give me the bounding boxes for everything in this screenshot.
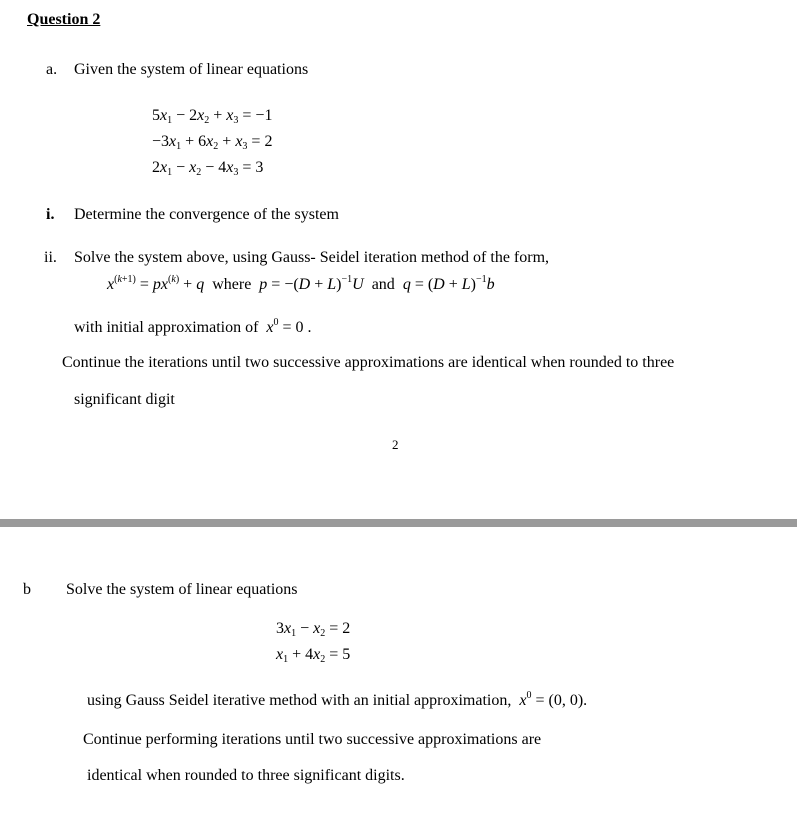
part-b-text: Solve the system of linear equations <box>66 581 298 598</box>
initial-approx-text: with initial approximation of <box>74 319 259 336</box>
part-a-text: Given the system of linear equations <box>74 61 309 78</box>
equation-a2: $-3x_1 + 6x_2 + x_3 = 2$ <box>152 133 273 152</box>
equation-b2: $x_1 + 4x_2 = 5$ <box>276 646 351 665</box>
gauss-seidel-formula: $x^{(k+1)} = px^{(k)} + q$ where $p = -(D + L)^{-1}U$ and $q = (D + L)^{-1}b$ <box>107 274 495 293</box>
continue-b-line2: identical when rounded to three significant digits. <box>87 767 405 784</box>
continue-text-line1: Continue the iterations until two successive approximations are identical when rounded to three <box>62 354 675 371</box>
sub-i-marker: i. <box>46 206 55 223</box>
initial-approx-line: with initial approximation of $x^0 = 0$ . <box>74 317 312 336</box>
part-b-marker: b <box>23 581 31 598</box>
page-number: 2 <box>392 437 399 452</box>
part-a-marker: a. <box>46 61 58 78</box>
question-heading: Question 2 <box>27 11 101 28</box>
equation-a1: $5x_1 - 2x_2 + x_3 = -1$ <box>152 107 273 126</box>
using-line: using Gauss Seidel iterative method with an initial approximation, $x^0 = (0$, 0). <box>87 690 588 709</box>
sub-ii-text: Solve the system above, using Gauss- Seidel iteration method of the form, <box>74 249 550 266</box>
using-text: using Gauss Seidel iterative method with an initial approximation, <box>87 692 512 709</box>
continue-b-line1: Continue performing iterations until two successive approximations are <box>83 731 542 748</box>
continue-text-line2: significant digit <box>74 391 175 408</box>
sub-i-text: Determine the convergence of the system <box>74 206 339 223</box>
page-divider <box>0 519 797 527</box>
sub-ii-marker: ii. <box>44 249 57 266</box>
equation-a3: $2x_1 - x_2 - 4x_3 = 3$ <box>152 159 264 178</box>
equation-b1: $3x_1 - x_2 = 2$ <box>276 620 351 639</box>
